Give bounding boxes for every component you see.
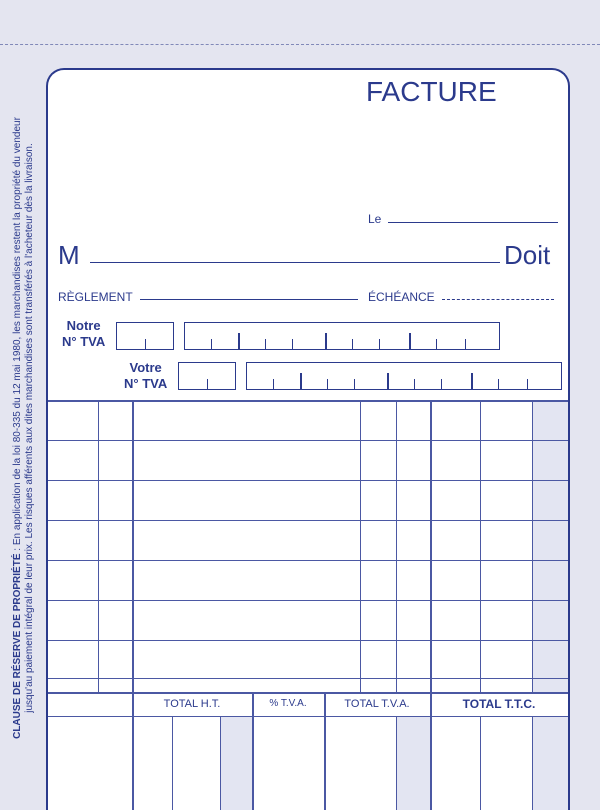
notre-tva-line1: Notre: [66, 318, 101, 333]
clause-text-line2: jusqu'au paiement intégral de leur prix. Les risques afférents aux dites marchandises sont transférés à l'acheteur dès la livraison.: [24, 143, 35, 713]
notre-tva-number-box[interactable]: [184, 322, 500, 350]
reglement-field[interactable]: [140, 299, 358, 300]
votre-tva-line1: Votre: [129, 360, 162, 375]
echeance-field[interactable]: [442, 299, 554, 300]
total-ttc-header: TOTAL T.T.C.: [462, 697, 536, 711]
shaded-cell: [220, 716, 252, 810]
client-prefix: M: [58, 240, 80, 270]
notre-tva-label: [62, 318, 105, 350]
retention-clause: [2, 68, 46, 788]
clause-title: CLAUSE DE RÉSERVE DE PROPRIÉTÉ: [12, 553, 23, 739]
total-ht-header: TOTAL H.T.: [163, 698, 221, 710]
votre-tva-line2: N° TVA: [124, 376, 168, 391]
total-tva-header: TOTAL T.V.A.: [344, 698, 410, 710]
notre-tva-country-box[interactable]: [116, 322, 174, 350]
echeance-label: ÉCHÉANCE: [368, 290, 435, 304]
perforation-line: [0, 44, 600, 45]
shaded-cell: [532, 716, 568, 810]
date-field[interactable]: [388, 222, 558, 223]
invoice-form: [46, 68, 570, 810]
client-name-field[interactable]: [90, 262, 500, 263]
shaded-cell: [396, 716, 430, 810]
invoice-title: FACTURE: [366, 76, 497, 107]
clause-text-line1: : En application de la loi 80-335 du 12 mai 1980, les marchandises restent la propriété du vendeur: [12, 117, 23, 554]
date-label: Le: [368, 212, 382, 226]
line-items-table: [48, 400, 568, 810]
tick: [145, 339, 146, 349]
votre-tva-country-box[interactable]: [178, 362, 236, 390]
notre-tva-line2: N° TVA: [62, 334, 106, 349]
votre-tva-label: [124, 360, 167, 392]
shaded-column: [532, 400, 568, 692]
reglement-label: RÈGLEMENT: [58, 290, 133, 304]
client-suffix: Doit: [504, 240, 551, 270]
votre-tva-number-box[interactable]: [246, 362, 562, 390]
retention-clause-text: [12, 68, 36, 788]
pct-tva-header: % T.V.A.: [269, 698, 307, 709]
